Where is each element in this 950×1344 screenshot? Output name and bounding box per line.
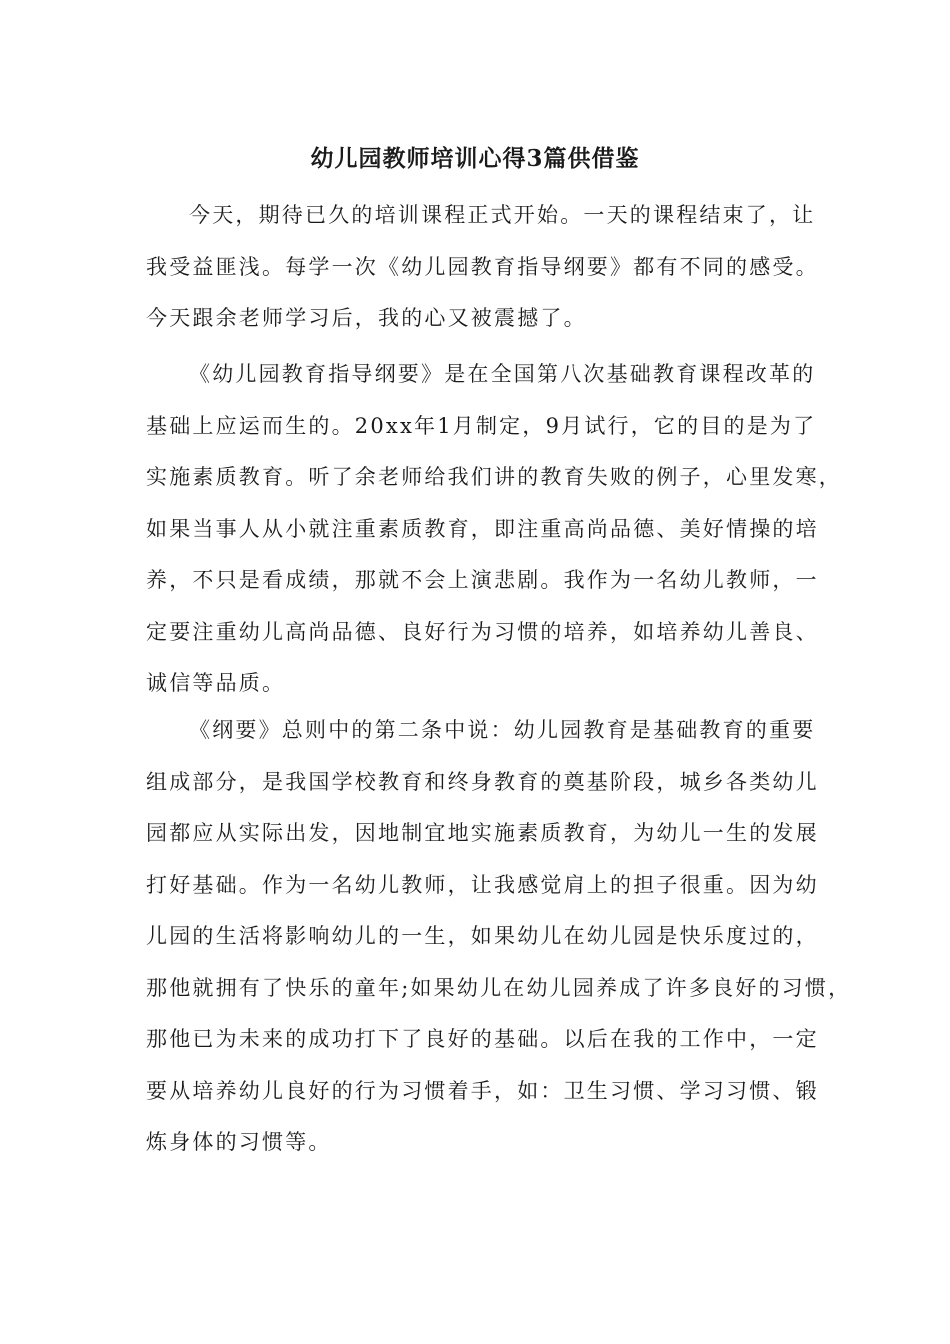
document-title: 幼儿园教师培训心得3篇供借鉴 bbox=[310, 145, 640, 172]
paragraph-line: 定要注重幼儿高尚品德、良好行为习惯的培养，如培养幼儿善良、 bbox=[146, 619, 819, 644]
paragraph-line: 实施素质教育。听了余老师给我们讲的教育失败的例子，心里发寒， bbox=[146, 465, 842, 489]
paragraph-line: 《纲要》总则中的第二条中说：幼儿园教育是基础教育的重要 bbox=[189, 718, 816, 742]
paragraph-line: 打好基础。作为一名幼儿教师，让我感觉肩上的担子很重。因为幼 bbox=[146, 872, 819, 897]
paragraph-line: 要从培养幼儿良好的行为习惯着手，如：卫生习惯、学习习惯、锻 bbox=[146, 1078, 819, 1103]
paragraph-line: 养，不只是看成绩，那就不会上演悲剧。我作为一名幼儿教师，一 bbox=[146, 568, 819, 592]
paragraph-line: 诚信等品质。 bbox=[146, 671, 286, 695]
paragraph-line: 炼身体的习惯等。 bbox=[146, 1130, 332, 1154]
paragraph-line: 那他已为未来的成功打下了良好的基础。以后在我的工作中，一定 bbox=[146, 1027, 819, 1051]
paragraph-line: 那他就拥有了快乐的童年;如果幼儿在幼儿园养成了许多良好的习惯， bbox=[146, 975, 852, 1000]
paragraph-line: 儿园的生活将影响幼儿的一生，如果幼儿在幼儿园是快乐度过的， bbox=[146, 924, 819, 948]
paragraph-line: 园都应从实际出发，因地制宜地实施素质教育，为幼儿一生的发展 bbox=[146, 821, 819, 845]
paragraph-line: 组成部分，是我国学校教育和终身教育的奠基阶段，城乡各类幼儿 bbox=[146, 769, 819, 794]
paragraph-line: 今天，期待已久的培训课程正式开始。一天的课程结束了，让 bbox=[189, 203, 816, 227]
paragraph-line: 基础上应运而生的。20xx年1月制定，9月试行，它的目的是为了 bbox=[146, 413, 817, 438]
paragraph-line: 今天跟余老师学习后，我的心又被震撼了。 bbox=[146, 306, 587, 330]
paragraph-2 bbox=[146, 349, 842, 710]
paragraph-3 bbox=[146, 705, 852, 1169]
paragraph-1 bbox=[146, 190, 819, 345]
paragraph-line: 《幼儿园教育指导纲要》是在全国第八次基础教育课程改革的 bbox=[189, 362, 816, 386]
paragraph-line: 我受益匪浅。每学一次《幼儿园教育指导纲要》都有不同的感受。 bbox=[146, 254, 819, 279]
paragraph-line: 如果当事人从小就注重素质教育，即注重高尚品德、美好情操的培 bbox=[146, 516, 819, 541]
